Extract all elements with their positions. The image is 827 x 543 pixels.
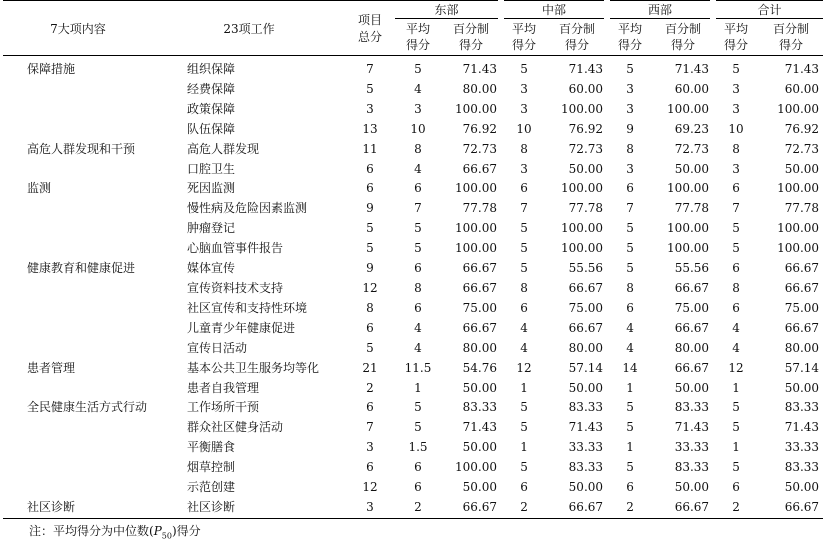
cell-avg-score: 5 [414,241,422,256]
cell-avg-score: 5 [520,420,528,435]
cell-pct-score: 83.33 [674,460,710,475]
cell-task: 慢性病及危险因素监测 [187,201,308,216]
cell-pct-score: 66.67 [653,498,713,518]
cell-pct-score: 33.33 [674,440,710,455]
cell-pct-score: 100.00 [667,101,710,116]
cell-pct-score: 71.43 [462,62,498,76]
table-row [3,120,823,140]
cell-total-score: 6 [366,400,374,415]
footnote-prefix: 注：平均得分为中位数( [29,524,154,538]
table-row [3,219,823,239]
cell-pct-score: 71.43 [674,62,710,76]
cell-avg-score: 2 [395,498,441,518]
cell-pct-score: 54.76 [462,360,498,375]
cell-task: 宣传资料技术支持 [187,280,284,295]
cell-category [3,100,153,120]
table-row [3,179,823,199]
cell-avg-score: 7 [414,201,422,216]
cell-pct-score: 80.00 [568,340,604,355]
cell-total-score: 12 [362,480,378,495]
cell-avg-score: 4 [626,340,634,355]
cell-pct-score: 66.67 [568,280,604,295]
table-row [3,100,823,120]
cell-total-score: 5 [366,221,374,236]
cell-avg-score: 3 [626,161,634,176]
cell-avg-score: 7 [626,201,634,216]
cell-avg-score: 4 [626,320,634,335]
cell-avg-score: 3 [732,81,740,96]
cell-total-score: 6 [366,320,374,335]
cell-avg-score: 1 [732,440,740,455]
cell-pct-score: 66.67 [547,498,607,518]
cell-pct-score: 33.33 [784,440,820,455]
cell-pct-score: 76.92 [462,121,498,136]
cell-pct-score: 83.33 [784,460,820,475]
cell-avg-score: 5 [520,400,528,415]
cell-avg-score: 6 [414,460,422,475]
cell-avg-score: 10 [410,121,426,136]
cell-avg-score: 8 [520,141,528,156]
cell-pct-score: 71.43 [784,420,820,435]
cell-avg-score: 5 [414,420,422,435]
cell-avg-score: 4 [520,340,528,355]
cell-avg-score: 3 [520,81,528,96]
header-avg-east: 平均得分 [395,19,441,56]
header-region-west: 西部 [607,1,713,19]
cell-pct-score: 66.67 [784,320,820,335]
cell-avg-score: 6 [626,480,634,495]
cell-avg-score: 5 [520,62,528,76]
cell-total-score: 11 [362,141,378,156]
cell-pct-score: 57.14 [784,360,820,375]
cell-category: 全民健康生活方式行动 [27,400,148,415]
cell-pct-score: 66.67 [462,261,498,276]
cell-pct-score: 72.73 [462,141,498,156]
cell-task: 高危人群发现 [187,141,260,156]
cell-task: 心脑血管事件报告 [187,241,284,256]
cell-pct-score: 83.33 [568,400,604,415]
cell-pct-score: 83.33 [784,400,820,415]
cell-category [3,199,153,219]
table-row [3,239,823,259]
cell-pct-score: 66.67 [759,498,823,518]
cell-pct-score: 75.00 [462,300,498,315]
cell-avg-score: 5 [732,400,740,415]
cell-category: 健康教育和健康促进 [27,261,136,276]
table-row [3,438,823,458]
cell-category [3,418,153,438]
cell-avg-score: 5 [520,241,528,256]
cell-pct-score: 77.78 [674,201,710,216]
cell-avg-score: 8 [414,141,422,156]
cell-avg-score: 6 [520,181,528,196]
cell-pct-score: 75.00 [674,300,710,315]
cell-avg-score: 5 [732,221,740,236]
cell-avg-score: 5 [626,261,634,276]
cell-pct-score: 80.00 [674,340,710,355]
cell-avg-score: 5 [414,221,422,236]
header-task: 23项工作 [153,1,345,56]
cell-task: 工作场所干预 [187,400,260,415]
cell-category [3,239,153,259]
cell-total-score: 7 [366,62,374,76]
table-row [3,319,823,339]
cell-pct-score: 77.78 [462,201,498,216]
cell-pct-score: 100.00 [777,221,820,236]
cell-avg-score: 6 [732,181,740,196]
cell-pct-score: 66.67 [674,280,710,295]
cell-avg-score: 6 [414,261,422,276]
cell-pct-score: 66.67 [784,261,820,276]
table-row [3,359,823,379]
cell-avg-score: 3 [520,161,528,176]
cell-pct-score: 100.00 [455,460,498,475]
cell-pct-score: 72.73 [674,141,710,156]
cell-pct-score: 66.67 [674,360,710,375]
cell-avg-score: 3 [520,101,528,116]
header-total-score: 项目总分 [345,1,395,56]
cell-category [3,80,153,100]
cell-avg-score: 4 [732,320,740,335]
cell-avg-score: 6 [520,480,528,495]
table-row [3,160,823,180]
cell-avg-score: 5 [414,62,422,76]
cell-category [3,379,153,399]
cell-category: 社区诊断 [3,498,153,518]
cell-category [3,438,153,458]
header-pct-total: 百分制得分 [759,19,823,56]
cell-avg-score: 5 [520,221,528,236]
cell-pct-score: 60.00 [674,81,710,96]
cell-avg-score: 3 [732,161,740,176]
cell-pct-score: 72.73 [568,141,604,156]
cell-avg-score: 6 [732,480,740,495]
cell-avg-score: 11.5 [404,360,432,375]
cell-pct-score: 100.00 [455,181,498,196]
header-pct-east: 百分制得分 [441,19,501,56]
cell-pct-score: 50.00 [674,161,710,176]
cell-avg-score: 8 [626,280,634,295]
cell-category [3,120,153,140]
footnote-suffix: )得分 [171,524,201,538]
cell-pct-score: 66.67 [462,280,498,295]
cell-avg-score: 1 [520,380,528,395]
cell-avg-score: 3 [414,101,422,116]
cell-category [3,319,153,339]
cell-total-score: 9 [366,261,374,276]
cell-pct-score: 100.00 [561,101,604,116]
cell-avg-score: 6 [626,300,634,315]
cell-pct-score: 66.67 [674,320,710,335]
cell-avg-score: 6 [520,300,528,315]
cell-category [3,478,153,498]
cell-avg-score: 1 [626,440,634,455]
cell-pct-score: 100.00 [561,221,604,236]
cell-avg-score: 6 [732,261,740,276]
footnote-subscript: 50 [161,531,172,541]
cell-task: 队伍保障 [187,121,236,136]
cell-avg-score: 5 [626,400,634,415]
cell-pct-score: 60.00 [568,81,604,96]
cell-pct-score: 100.00 [561,181,604,196]
cell-pct-score: 80.00 [462,81,498,96]
cell-avg-score: 3 [626,81,634,96]
cell-pct-score: 50.00 [674,480,710,495]
cell-category [3,339,153,359]
cell-task: 死因监测 [187,181,236,196]
cell-avg-score: 5 [732,62,740,76]
cell-pct-score: 66.67 [462,161,498,176]
table-body [3,56,823,519]
cell-pct-score: 57.14 [568,360,604,375]
cell-pct-score: 50.00 [568,380,604,395]
cell-pct-score: 71.43 [784,62,820,76]
cell-avg-score: 8 [520,280,528,295]
cell-pct-score: 83.33 [462,400,498,415]
header-region-central: 中部 [501,1,607,19]
cell-total-score: 8 [366,300,374,315]
cell-task: 政策保障 [187,101,236,116]
cell-pct-score: 50.00 [462,440,498,455]
table-row [3,56,823,80]
cell-pct-score: 100.00 [777,241,820,256]
cell-avg-score: 14 [622,360,638,375]
cell-total-score: 3 [366,101,374,116]
cell-pct-score: 100.00 [455,221,498,236]
cell-pct-score: 100.00 [455,101,498,116]
cell-avg-score: 5 [626,241,634,256]
cell-avg-score: 5 [414,400,422,415]
cell-task: 患者自我管理 [187,380,260,395]
cell-avg-score: 7 [732,201,740,216]
cell-avg-score: 10 [516,121,532,136]
cell-avg-score: 4 [414,340,422,355]
cell-category [3,219,153,239]
cell-task: 媒体宣传 [187,261,236,276]
cell-avg-score: 8 [414,280,422,295]
table-row [3,299,823,319]
cell-avg-score: 1 [520,440,528,455]
cell-total-score: 13 [362,121,378,136]
cell-total-score: 3 [345,498,395,518]
header-avg-total: 平均得分 [713,19,759,56]
cell-pct-score: 50.00 [784,161,820,176]
cell-total-score: 6 [366,161,374,176]
cell-total-score: 12 [362,280,378,295]
cell-pct-score: 50.00 [784,380,820,395]
cell-avg-score: 4 [414,81,422,96]
cell-pct-score: 100.00 [667,181,710,196]
cell-category: 监测 [27,181,52,196]
cell-task: 平衡膳食 [187,440,236,455]
cell-pct-score: 66.67 [462,320,498,335]
table-row [3,379,823,399]
cell-avg-score: 6 [626,181,634,196]
cell-avg-score: 1 [626,380,634,395]
table-row [3,458,823,478]
cell-task: 组织保障 [187,62,236,76]
cell-pct-score: 55.56 [568,261,604,276]
cell-total-score: 6 [366,181,374,196]
header-region-east: 东部 [395,1,501,19]
cell-pct-score: 75.00 [568,300,604,315]
header-avg-central: 平均得分 [501,19,547,56]
cell-category [3,458,153,478]
cell-total-score: 3 [366,440,374,455]
cell-pct-score: 80.00 [462,340,498,355]
cell-pct-score: 50.00 [568,480,604,495]
table-row [3,418,823,438]
cell-pct-score: 50.00 [784,480,820,495]
cell-pct-score: 100.00 [667,221,710,236]
table-row [3,279,823,299]
cell-avg-score: 12 [516,360,532,375]
cell-pct-score: 100.00 [455,241,498,256]
cell-avg-score: 9 [626,121,634,136]
cell-pct-score: 66.67 [784,280,820,295]
cell-pct-score: 60.00 [784,81,820,96]
cell-total-score: 21 [362,360,378,375]
cell-pct-score: 55.56 [674,261,710,276]
cell-pct-score: 66.67 [568,320,604,335]
cell-total-score: 5 [366,340,374,355]
cell-avg-score: 3 [626,101,634,116]
cell-pct-score: 83.33 [674,400,710,415]
footnote-symbol: P [153,524,162,538]
cell-avg-score: 7 [520,201,528,216]
cell-pct-score: 77.78 [784,201,820,216]
cell-avg-score: 8 [732,141,740,156]
cell-avg-score: 1.5 [408,440,428,455]
cell-avg-score: 5 [626,221,634,236]
cell-avg-score: 5 [626,62,634,76]
cell-avg-score: 4 [414,161,422,176]
cell-pct-score: 33.33 [568,440,604,455]
cell-avg-score: 12 [728,360,744,375]
cell-avg-score: 6 [414,300,422,315]
table-row [3,80,823,100]
cell-pct-score: 50.00 [462,380,498,395]
cell-avg-score: 2 [501,498,547,518]
cell-pct-score: 100.00 [667,241,710,256]
table-row [3,339,823,359]
cell-category: 高危人群发现和干预 [27,141,136,156]
cell-pct-score: 71.43 [568,62,604,76]
table-row [3,140,823,160]
cell-pct-score: 100.00 [777,181,820,196]
cell-pct-score: 75.00 [784,300,820,315]
cell-pct-score: 71.43 [568,420,604,435]
cell-avg-score: 4 [520,320,528,335]
cell-task: 宣传日活动 [187,340,248,355]
cell-pct-score: 100.00 [561,241,604,256]
cell-category [3,160,153,180]
cell-avg-score: 5 [732,460,740,475]
cell-category: 患者管理 [27,360,76,375]
cell-avg-score: 6 [732,300,740,315]
cell-pct-score: 80.00 [784,340,820,355]
cell-task: 烟草控制 [187,460,236,475]
cell-avg-score: 5 [732,241,740,256]
cell-task: 社区诊断 [153,498,345,518]
cell-category: 保障措施 [27,62,76,76]
cell-task: 示范创建 [187,480,236,495]
cell-pct-score: 72.73 [784,141,820,156]
cell-task: 社区宣传和支持性环境 [187,300,308,315]
cell-pct-score: 83.33 [568,460,604,475]
cell-category [3,299,153,319]
cell-avg-score: 8 [626,141,634,156]
cell-pct-score: 50.00 [462,480,498,495]
cell-total-score: 7 [366,420,374,435]
table-row [3,199,823,219]
cell-avg-score: 3 [732,101,740,116]
table-row [3,398,823,418]
cell-avg-score: 6 [414,181,422,196]
cell-pct-score: 100.00 [777,101,820,116]
cell-pct-score: 71.43 [674,420,710,435]
header-avg-west: 平均得分 [607,19,653,56]
cell-avg-score: 5 [732,420,740,435]
cell-avg-score: 1 [732,380,740,395]
header-category: 7大项内容 [3,1,153,56]
score-table [3,0,823,519]
header-pct-central: 百分制得分 [547,19,607,56]
cell-task: 肿瘤登记 [187,221,236,236]
cell-total-score: 9 [366,201,374,216]
cell-pct-score: 69.23 [674,121,710,136]
cell-pct-score: 77.78 [568,201,604,216]
cell-category [3,279,153,299]
cell-avg-score: 2 [607,498,653,518]
cell-task: 儿童青少年健康促进 [187,320,296,335]
cell-pct-score: 76.92 [568,121,604,136]
cell-avg-score: 5 [520,460,528,475]
cell-avg-score: 4 [732,340,740,355]
header-region-total: 合计 [713,1,823,19]
cell-avg-score: 1 [414,380,422,395]
cell-total-score: 2 [366,380,374,395]
table-row [3,259,823,279]
cell-pct-score: 76.92 [784,121,820,136]
cell-total-score: 5 [366,81,374,96]
cell-avg-score: 10 [728,121,744,136]
cell-task: 口腔卫生 [187,161,236,176]
cell-avg-score: 5 [626,420,634,435]
cell-task: 基本公共卫生服务均等化 [187,360,320,375]
cell-avg-score: 2 [713,498,759,518]
cell-task: 经费保障 [187,81,236,96]
cell-avg-score: 8 [732,280,740,295]
table-footnote [29,522,201,540]
header-pct-west: 百分制得分 [653,19,713,56]
cell-total-score: 5 [366,241,374,256]
table-row [3,498,823,518]
table-row [3,478,823,498]
cell-avg-score: 5 [626,460,634,475]
cell-avg-score: 4 [414,320,422,335]
cell-pct-score: 50.00 [674,380,710,395]
cell-avg-score: 6 [414,480,422,495]
cell-pct-score: 50.00 [568,161,604,176]
cell-total-score: 6 [366,460,374,475]
cell-task: 群众社区健身活动 [187,420,284,435]
cell-pct-score: 66.67 [441,498,501,518]
cell-pct-score: 71.43 [462,420,498,435]
cell-avg-score: 5 [520,261,528,276]
